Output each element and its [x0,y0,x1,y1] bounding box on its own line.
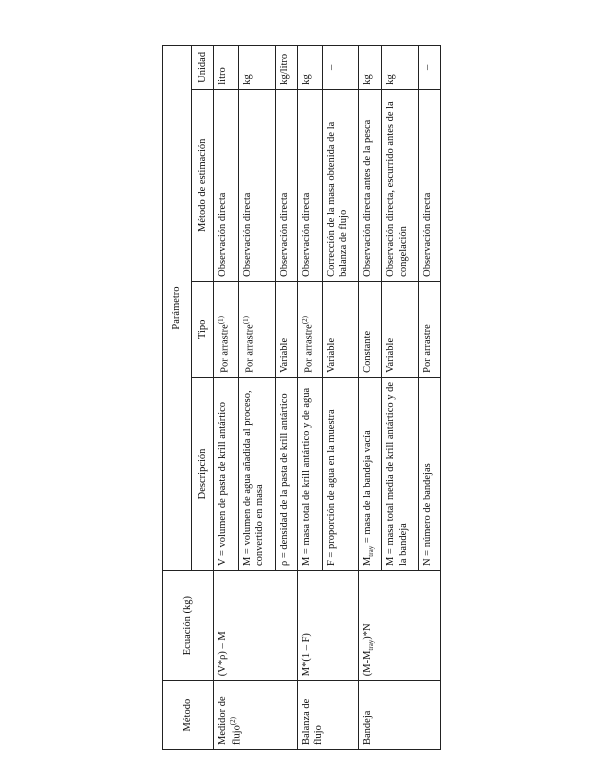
type-cell: Constante [359,281,382,377]
description-subscript: tray [367,545,376,557]
estimation-cell: Observación directa [297,89,322,281]
header-metodo: Método [163,681,214,750]
estimation-cell: Observación directa, escurrido antes de la congelación [382,89,418,281]
type-cell: Variable [275,281,297,377]
unit-cell: litro [214,46,239,90]
estimation-cell: Observación directa [239,89,275,281]
footnote-mark: (2) [229,716,238,726]
description-cell [359,377,382,570]
description-cell: M = masa total de krill antártico y de agua [297,377,322,570]
type-cell: Por arrastre [418,281,440,377]
type-cell: Variable [322,281,358,377]
header-unidad: Unidad [192,46,214,90]
estimation-cell: Observación directa [275,89,297,281]
description-part: M [362,556,374,567]
description-cell: M = masa total media de krill antártico y de la bandeja [382,377,418,570]
unit-cell: – [418,46,440,90]
method-cell: Balanza de flujo [297,681,358,750]
table-row [297,46,322,750]
estimation-cell: Corrección de la masa obtenida de la balanza de flujo [322,89,358,281]
type-text: Por arrastre [303,324,315,373]
method-name: Medidor de flujo [217,696,243,745]
equation-part: )*N [362,623,374,640]
type-cell [239,281,275,377]
equation-subscript: tray [367,639,376,651]
header-ecuacion: Ecuación (kg) [163,571,214,681]
description-cell: ρ = densidad de la pasta de krill antártico [275,377,297,570]
estimation-cell: Observación directa antes de la pesca [359,89,382,281]
header-tipo: Tipo [192,281,214,377]
description-cell: N = número de bandejas [418,377,440,570]
type-text: Por arrastre [244,324,256,373]
description-cell: F = proporción de agua en la muestra [322,377,358,570]
header-estimacion: Método de estimación [192,89,214,281]
estimation-cell: Observación directa [418,89,440,281]
type-cell: Variable [382,281,418,377]
equation-part: (M-M [362,650,374,677]
header-parametro: Parámetro [163,46,192,571]
footnote-mark: (1) [217,316,226,325]
equation-cell: (V*ρ) – M [214,571,298,681]
equation-cell [359,571,441,681]
method-cell: Bandeja [359,681,441,750]
description-cell: V = volumen de pasta de krill antártico [214,377,239,570]
type-cell [214,281,239,377]
method-cell [214,681,298,750]
description-cell: M = volumen de agua añadida al proceso, convertido en masa [239,377,275,570]
rotated-table-container [162,45,441,750]
estimation-cell: Observación directa [214,89,239,281]
footnote-mark: (2) [300,316,309,325]
footnote-mark: (1) [242,316,251,325]
unit-cell: kg [382,46,418,90]
header-descripcion: Descripción [192,377,214,570]
description-part: = masa de la bandeja vacía [362,430,374,546]
unit-cell: kg [239,46,275,90]
unit-cell: kg [297,46,322,90]
type-cell [297,281,322,377]
estimation-methods-table [162,45,441,750]
type-text: Por arrastre [219,324,231,373]
table-row [359,46,382,750]
equation-cell: M*(1 – F) [297,571,358,681]
unit-cell: kg [359,46,382,90]
table-row [214,46,239,750]
unit-cell: – [322,46,358,90]
unit-cell: kg/litro [275,46,297,90]
